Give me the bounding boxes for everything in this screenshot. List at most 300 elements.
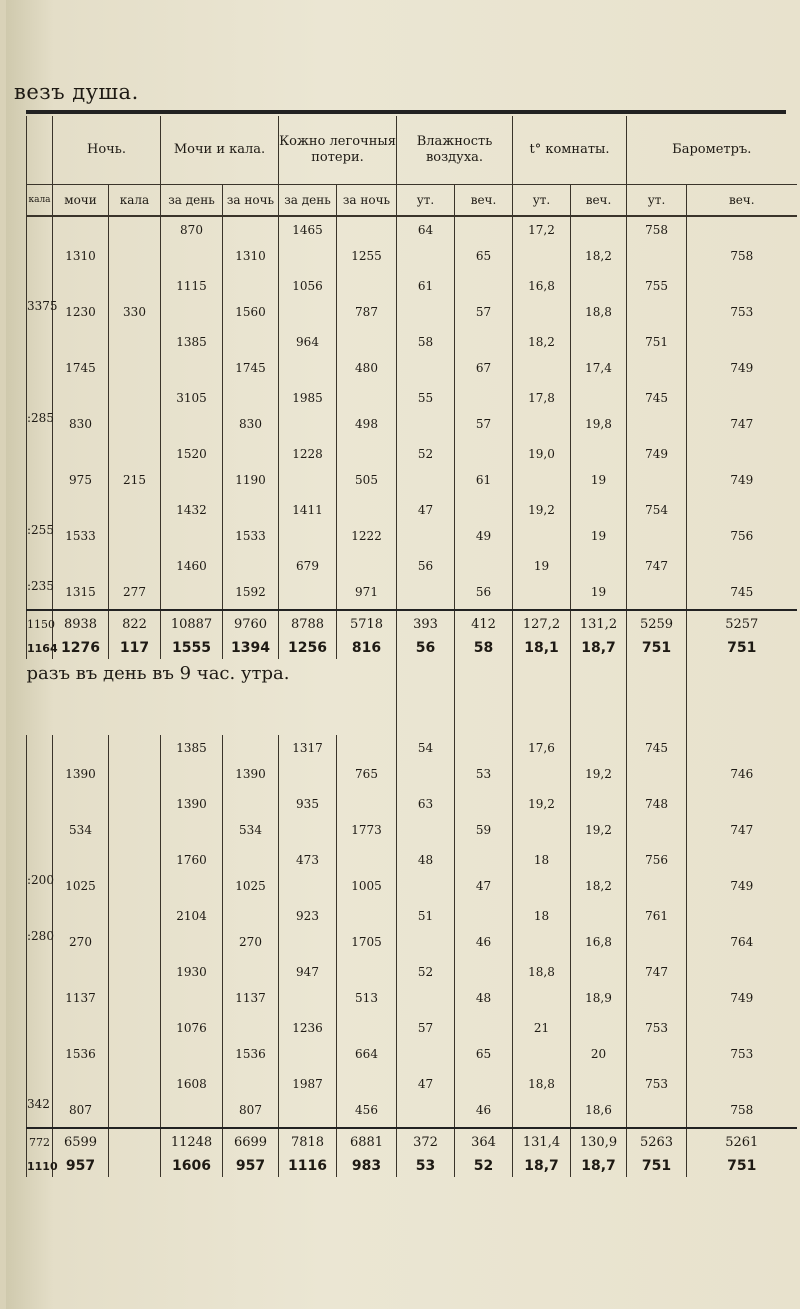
header-urine-stool: Мочи и кала. [161,116,279,185]
table-cell [337,847,397,903]
summary-value: 751 [687,637,797,659]
cell-value: 753 [645,1021,668,1035]
row-side-label: 1110 [27,1155,53,1177]
table-cell [627,735,687,791]
table-row [27,1071,797,1128]
cell-value: 16,8 [528,279,555,293]
summary-value: 5257 [687,610,797,637]
cell-value: 1390 [176,797,207,811]
table-cell [455,441,513,497]
table-row [27,959,797,1015]
table-cell [687,497,797,553]
cell-value: 57 [475,417,492,431]
summary-value: 10887 [161,610,223,637]
summary-value: 58 [455,637,513,659]
table-cell [687,791,797,847]
cell-value: 18,2 [528,335,555,349]
row-side-label: :200 [27,873,54,887]
table-cell [571,959,627,1015]
summary-value: 1276 [53,637,109,659]
table-cell [455,903,513,959]
table-cell [455,553,513,610]
table-cell [279,959,337,1015]
cell-value: 1592 [235,585,266,599]
table-cell [161,791,223,847]
cell-value: 52 [417,965,434,979]
cell-value: 1385 [176,741,207,755]
table-cell [53,735,109,791]
cell-value: 870 [180,223,203,237]
table-cell [161,959,223,1015]
table-cell [223,735,279,791]
table-row [27,329,797,385]
summary-value: 5261 [687,1128,797,1155]
cell-value: 2104 [176,909,207,923]
table-cell [27,273,58,329]
cell-value: 48 [417,853,434,867]
table-cell [161,903,223,959]
table-cell [337,553,397,610]
cell-value: 456 [355,1103,378,1117]
table-cell [53,903,109,959]
table-cell [53,497,109,553]
cell-value: 1411 [292,503,323,517]
cell-value: 19 [533,559,550,573]
cell-value: 975 [69,473,92,487]
cell-value: 277 [123,585,146,599]
table-row [27,903,797,959]
subheader-evening-1: веч. [455,185,513,217]
table-row [27,847,797,903]
table-cell [627,441,687,497]
table-cell [513,903,571,959]
table-row [27,441,797,497]
cell-value: 52 [417,447,434,461]
cell-value: 65 [475,249,492,263]
table-cell [27,497,53,553]
table-cell [161,441,223,497]
cell-value: 1255 [351,249,382,263]
cell-value: 749 [730,473,754,487]
table-cell [337,1071,397,1128]
table-cell [279,791,337,847]
cell-value: 20 [590,1047,607,1061]
table-cell [513,497,571,553]
cell-value: 747 [730,417,754,431]
table-cell [279,553,337,610]
table-cell [627,1015,687,1071]
table-cell [455,847,513,903]
summary-value: 6881 [337,1128,397,1155]
average-row-2 [27,1155,797,1177]
table-cell [161,329,223,385]
summary-value: 6699 [223,1128,279,1155]
cell-value: 830 [69,417,92,431]
table-cell [513,735,571,791]
table-cell [223,329,279,385]
cell-value: 17,2 [528,223,555,237]
cell-value: 935 [296,797,319,811]
table-cell [27,903,53,959]
subheader-kala-side: кала [27,185,53,217]
row-side-label: :285 [27,411,54,425]
cell-value: 971 [355,585,378,599]
cell-value: 1310 [65,249,96,263]
cell-value: 534 [69,823,92,837]
cell-value: 330 [123,305,146,319]
table-row [27,735,797,791]
table-row [27,497,797,553]
table-cell [455,273,513,329]
cell-value: 3105 [176,391,207,405]
header-humidity: Влажность воздуха. [397,116,513,185]
cell-value: 964 [296,335,319,349]
cell-value: 1745 [65,361,96,375]
cell-value: 749 [730,991,754,1005]
cell-value: 756 [730,529,754,543]
summary-value: 9760 [223,610,279,637]
data-table [26,116,797,1177]
cell-value [109,903,160,935]
table-cell [687,441,797,497]
cell-value: 18 [533,853,550,867]
table-cell [109,735,161,791]
summary-value: 5259 [627,610,687,637]
cell-value: 473 [296,853,319,867]
summary-value: 131,2 [571,610,627,637]
cell-value: 18,9 [585,991,612,1005]
heading-rule [26,110,786,114]
cell-value: 746 [730,767,754,781]
header-skin-lung-losses: Кожно легочныя потери. [279,116,397,185]
cell-value: 756 [645,853,668,867]
cell-value: 753 [730,305,754,319]
summary-value: 983 [337,1155,397,1177]
table-cell [571,847,627,903]
row-side-label: 1150 [27,610,53,637]
table-cell [279,385,337,441]
row-side-label: :255 [27,523,54,537]
cell-value: 765 [355,767,378,781]
summary-value [109,1155,161,1177]
cell-value [109,959,160,991]
table-cell [571,216,627,273]
summary-value: 7818 [279,1128,337,1155]
cell-value: 505 [355,473,378,487]
cell-value: 755 [645,279,668,293]
table-cell [455,735,513,791]
cell-value: 18,2 [585,879,612,893]
cell-value: 1076 [176,1021,207,1035]
cell-value: 57 [417,1021,434,1035]
cell-value: 745 [645,391,668,405]
cell-value: 747 [645,965,668,979]
table-cell [455,791,513,847]
table-cell [161,385,223,441]
table-cell [223,791,279,847]
cell-value: 534 [239,823,262,837]
summary-value: 127,2 [513,610,571,637]
cell-value: 61 [417,279,434,293]
table-cell [223,847,279,903]
table-cell [161,1015,223,1071]
table-cell [513,273,571,329]
table-cell [513,847,571,903]
table-cell [279,497,337,553]
cell-value: 21 [533,1021,550,1035]
table-cell [337,329,397,385]
table-cell [109,791,161,847]
total-row-1 [27,610,797,637]
table-cell [627,216,687,273]
table-cell [279,273,337,329]
summary-value: 8788 [279,610,337,637]
subheader-mochi: мочи [53,185,109,217]
table-cell [571,273,627,329]
cell-value: 56 [417,559,434,573]
table-cell [161,273,223,329]
summary-value: 18,7 [571,1155,627,1177]
cell-value: 1533 [235,529,266,543]
table-cell [627,847,687,903]
row-side-label: 1164 [27,637,53,659]
summary-value: 751 [687,1155,797,1177]
cell-value [109,1071,160,1103]
cell-value [109,385,160,417]
table-cell [455,1071,513,1128]
table-cell [109,847,161,903]
cell-value: 1310 [235,249,266,263]
table-cell [397,1015,455,1071]
table-cell [687,1015,797,1071]
table-cell [27,1015,53,1071]
table-cell [53,273,109,329]
table-cell [627,553,687,610]
cell-value: 1228 [292,447,323,461]
row-side-label [27,329,52,355]
summary-value: 822 [109,610,161,637]
cell-value: 923 [296,909,319,923]
cell-value: 16,8 [585,935,612,949]
table-cell [27,385,53,441]
cell-value: 749 [730,879,754,893]
summary-value: 8938 [53,610,109,637]
table-cell [27,441,53,497]
table-cell [109,216,161,273]
cell-value [109,735,160,767]
table-cell [687,553,797,610]
table-cell [513,216,571,273]
table-cell [571,1015,627,1071]
table-cell [109,903,161,959]
summary-value: 6599 [53,1128,109,1155]
cell-value: 18,8 [528,1077,555,1091]
subheader-night-1: за ночь [223,185,279,217]
summary-value: 18,1 [513,637,571,659]
table-cell [397,791,455,847]
cell-value: 480 [355,361,378,375]
cell-value: 270 [239,935,262,949]
cell-value: 807 [239,1103,262,1117]
table-cell [571,735,627,791]
subheader-day-2: за день [279,185,337,217]
cell-value: 47 [417,1077,434,1091]
table-cell [53,1071,109,1128]
cell-value: 754 [645,503,668,517]
summary-value: 816 [337,637,397,659]
table-cell [53,553,109,610]
average-row-1 [27,637,797,659]
table-cell [397,553,455,610]
table-cell [687,216,797,273]
cell-value: 19 [590,473,607,487]
table-cell [513,553,571,610]
row-side-label: :280 [27,929,54,943]
summary-value: 130,9 [571,1128,627,1155]
cell-value: 745 [730,585,754,599]
cell-value: 18,8 [585,305,612,319]
cell-value: 18,8 [528,965,555,979]
cell-value: 745 [645,741,668,755]
table-cell [397,1071,455,1128]
cell-value: 17,8 [528,391,555,405]
table-cell [27,959,53,1015]
table-cell [53,329,109,385]
table-cell [627,1071,687,1128]
note-text: разъ въ день въ 9 час. утра. [26,663,290,684]
cell-value: 19,2 [528,503,555,517]
cell-value: 56 [475,585,492,599]
table-cell [223,497,279,553]
cell-value: 749 [645,447,668,461]
summary-value: 1116 [279,1155,337,1177]
summary-value: 117 [109,637,161,659]
table-cell [687,735,797,791]
table-cell [279,329,337,385]
cell-value: 679 [296,559,319,573]
row-side-label [27,791,52,817]
cell-value: 46 [475,1103,492,1117]
table-cell [687,1071,797,1128]
table-cell [513,329,571,385]
cell-value: 1745 [235,361,266,375]
table-cell [455,385,513,441]
cell-value: 1390 [65,767,96,781]
table-cell [397,273,455,329]
table-cell [53,216,109,273]
table-row [27,385,797,441]
summary-value: 11248 [161,1128,223,1155]
table-cell [279,441,337,497]
table-cell [27,553,53,610]
cell-value: 1025 [65,879,96,893]
cell-value: 57 [475,305,492,319]
cell-value: 17,6 [528,741,555,755]
table-cell [397,216,455,273]
row-side-label: 342 [27,1097,50,1111]
subheader-evening-3: веч. [687,185,797,217]
cell-value: 764 [730,935,754,949]
table-cell [161,553,223,610]
cell-value: 47 [417,503,434,517]
table-cell [223,273,279,329]
row-side-label [27,441,52,467]
cell-value: 61 [475,473,492,487]
cell-value: 1930 [176,965,207,979]
table-cell [687,903,797,959]
table-cell [109,385,161,441]
table-cell [571,441,627,497]
table-cell [455,959,513,1015]
cell-value: 751 [645,335,668,349]
cell-value: 1760 [176,853,207,867]
cell-value [109,791,160,823]
table-cell [627,497,687,553]
cell-value: 49 [475,529,492,543]
table-cell [337,791,397,847]
table-cell [337,497,397,553]
table-cell [571,329,627,385]
table-cell [337,735,397,791]
cell-value: 19,2 [585,823,612,837]
cell-value: 18 [533,909,550,923]
cell-value: 1536 [65,1047,96,1061]
table-cell [279,847,337,903]
table-cell [27,847,53,903]
table-cell [397,385,455,441]
table-cell [161,497,223,553]
total-row-2 [27,1128,797,1155]
cell-value: 19 [590,585,607,599]
cell-value: 1385 [176,335,207,349]
table-cell [627,329,687,385]
table-cell [223,441,279,497]
table-row [27,553,797,610]
table-cell [627,903,687,959]
row-side-label: 3375 [27,299,58,313]
row-side-label [27,217,52,243]
cell-value: 1536 [235,1047,266,1061]
summary-value: 1394 [223,637,279,659]
summary-value: 372 [397,1128,455,1155]
subheader-morning-3: ут. [627,185,687,217]
cell-value: 1317 [292,741,323,755]
summary-value: 957 [53,1155,109,1177]
summary-value: 18,7 [513,1155,571,1177]
cell-value: 758 [730,249,754,263]
table-cell [397,959,455,1015]
table-cell [571,791,627,847]
cell-value: 215 [123,473,146,487]
row-side-label [27,959,52,985]
cell-value: 19,2 [585,767,612,781]
cell-value: 19,8 [585,417,612,431]
table-cell [687,847,797,903]
summary-value: 5263 [627,1128,687,1155]
header-night: Ночь. [53,116,161,185]
table-cell [687,385,797,441]
cell-value: 64 [417,223,434,237]
cell-value [109,1015,160,1047]
table-cell [513,1015,571,1071]
table-cell [161,216,223,273]
cell-value: 1465 [292,223,323,237]
cell-value: 47 [475,879,492,893]
table-cell [571,385,627,441]
cell-value: 1460 [176,559,207,573]
row-side-label [27,1015,52,1041]
table-cell [279,216,337,273]
